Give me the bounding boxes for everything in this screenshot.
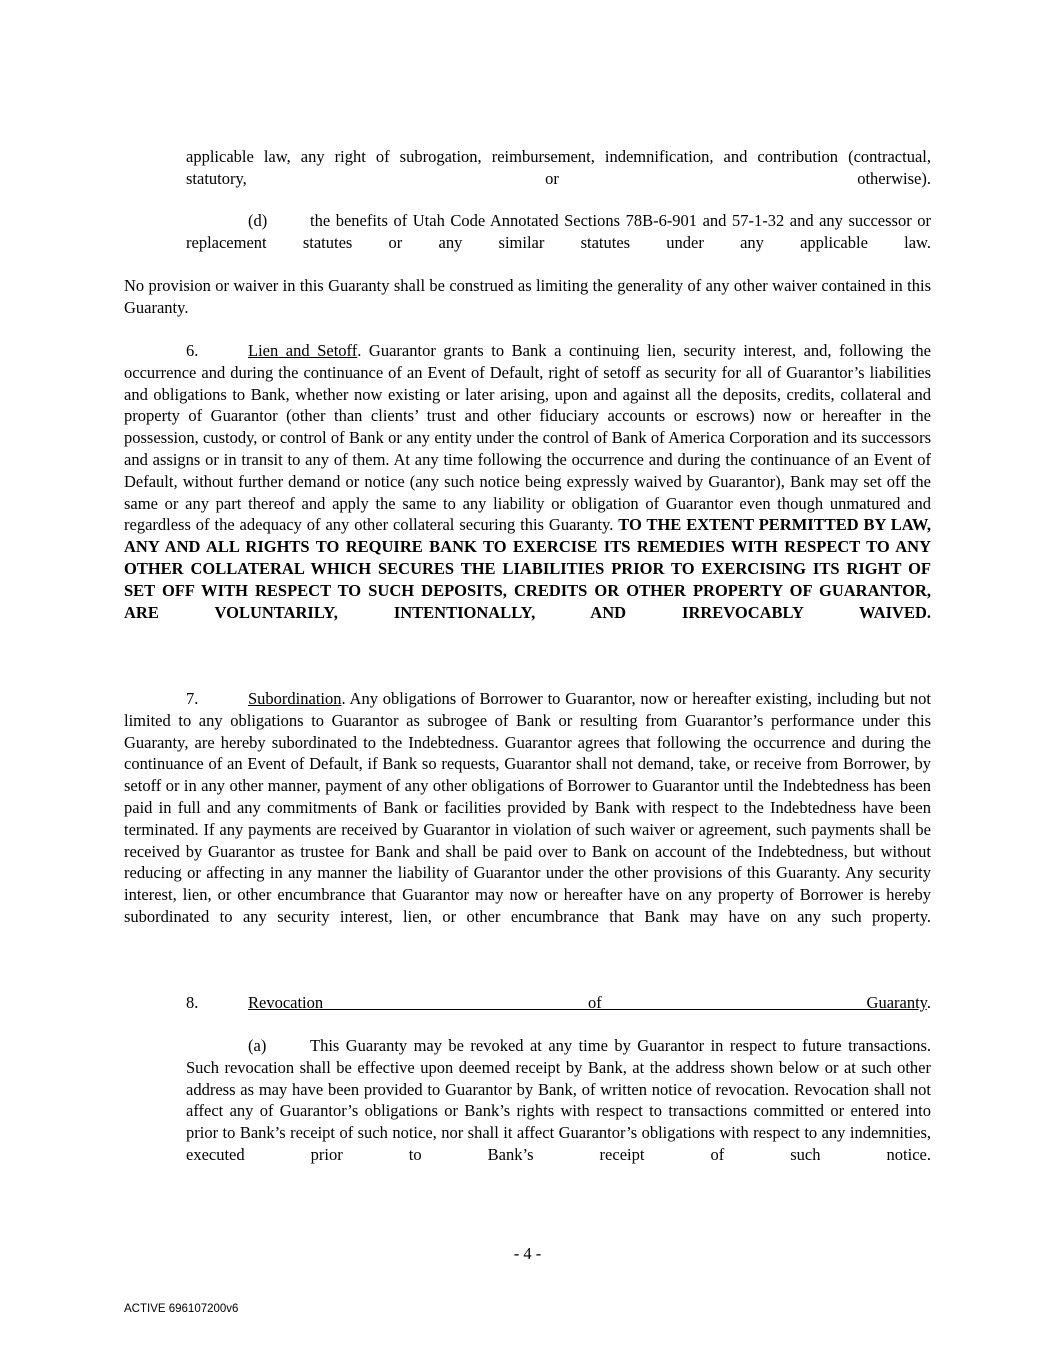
section-text: . Guarantor grants to Bank a continuing lien, security interest, and, following the occurrence and during the continuance of an Event of Default, right of setoff as security for all of Guarantor’s liabilities and obligations to Bank, whether now existing or later arising, upon and against all the deposits, credits, collateral and property of Guarantor (other than clients’ trust and other fiduciary accounts or escrows) now or hereafter in the possession, custody, or control of Bank or any entity under the control of Bank of America Corporation and its successors and assigns or in transit to any of them. At any time following the occurrence and during the continuance of an Event of Default, without further demand or notice (any such notice being expressly waived by Guarantor), Bank may set off the same or any part thereof and apply the same to any liability or obligation of Guarantor even though unmatured and regardless of the adequacy of any other collateral securing this Guaranty. [124,341,931,535]
section-number: 7. [186,689,199,708]
item-label: (d) [248,211,268,230]
paragraph-continuation [186,146,931,211]
paragraph-8a [186,1035,931,1188]
paragraph-text: the benefits of Utah Code Annotated Sections 78B-6-901 and 57-1-32 and any successor or replacement statutes or any similar statutes under any applicable law. [186,211,931,252]
section-title: Lien and Setoff [248,341,358,360]
section-7 [124,688,931,950]
paragraph-text: This Guaranty may be revoked at any time by Guarantor in respect to future transactions. Such revocation shall be effective upon deemed receipt by Bank, at the address shown below or at such other address as may have been provided to Guarantor by Bank, of written notice of revocation. Revocation shall not affect any of Guarantor’s obligations or Bank’s rights with respect to transactions committed or entered into prior to Bank’s receipt of such notice, nor shall it affect Guarantor’s obligations with respect to any indemnities, executed prior to Bank’s receipt of such notice. [186,1036,931,1164]
paragraph-no-provision [124,275,931,340]
section-title: Subordination [248,689,342,708]
section-bold-text: TO THE EXTENT PERMITTED BY LAW, ANY AND ALL RIGHTS TO REQUIRE BANK TO EXERCISE ITS REMEDIES WITH RESPECT TO ANY OTHER COLLATERAL WHICH SECURES THE LIABILITIES PRIOR TO EXERCISING ITS RIGHT OF SET OFF WITH RESPECT TO SUCH DEPOSITS, CREDITS OR OTHER PROPERTY OF GUARANTOR, ARE VOLUNTARILY, INTENTIONALLY, AND IRREVOCABLY WAIVED. [124,515,931,622]
section-number: 8. [186,993,199,1012]
item-label: (a) [248,1036,267,1055]
section-8 [124,992,931,1036]
page-number: - 4 - [513,1244,542,1263]
paragraph-text: applicable law, any right of subrogation, reimbursement, indemnification, and contribution (contractual, statutory, or otherwise). [186,147,931,188]
section-text: . Any obligations of Borrower to Guarantor, now or hereafter existing, including but not limited to any obligations to Guarantor as subrogee of Bank or resulting from Guarantor’s performance under this Guaranty, are hereby subordinated to the Indebtedness. Guarantor agrees that following the occurrence and during the continuance of an Event of Default, if Bank so requests, Guarantor shall not demand, take, or receive from Borrower, by setoff or in any other manner, payment of any other obligations of Borrower to Guarantor until the Indebtedness has been paid in full and any commitments of Bank or facilities provided by Bank with respect to the Indebtedness have been terminated. If any payments are received by Guarantor in violation of such waiver or agreement, such payments shall be received by Guarantor as trustee for Bank and shall be paid over to Bank on account of the Indebtedness, but without reducing or affecting in any manner the liability of Guarantor under the other provisions of this Guaranty. Any security interest, lien, or other encumbrance that Guarantor may now or hereafter have on any property of Borrower is hereby subordinated to any security interest, lien, or other encumbrance that Bank may have on any such property. [124,689,931,926]
document-id: ACTIVE 696107200v6 [124,1303,239,1315]
section-title-period: . [926,993,931,1012]
section-number: 6. [186,341,199,360]
section-title: Revocation of Guaranty [248,993,927,1012]
paragraph-text: No provision or waiver in this Guaranty shall be construed as limiting the generality of any other waiver contained in this Guaranty. [124,276,931,317]
paragraph-d [186,210,931,275]
section-6 [124,340,931,645]
